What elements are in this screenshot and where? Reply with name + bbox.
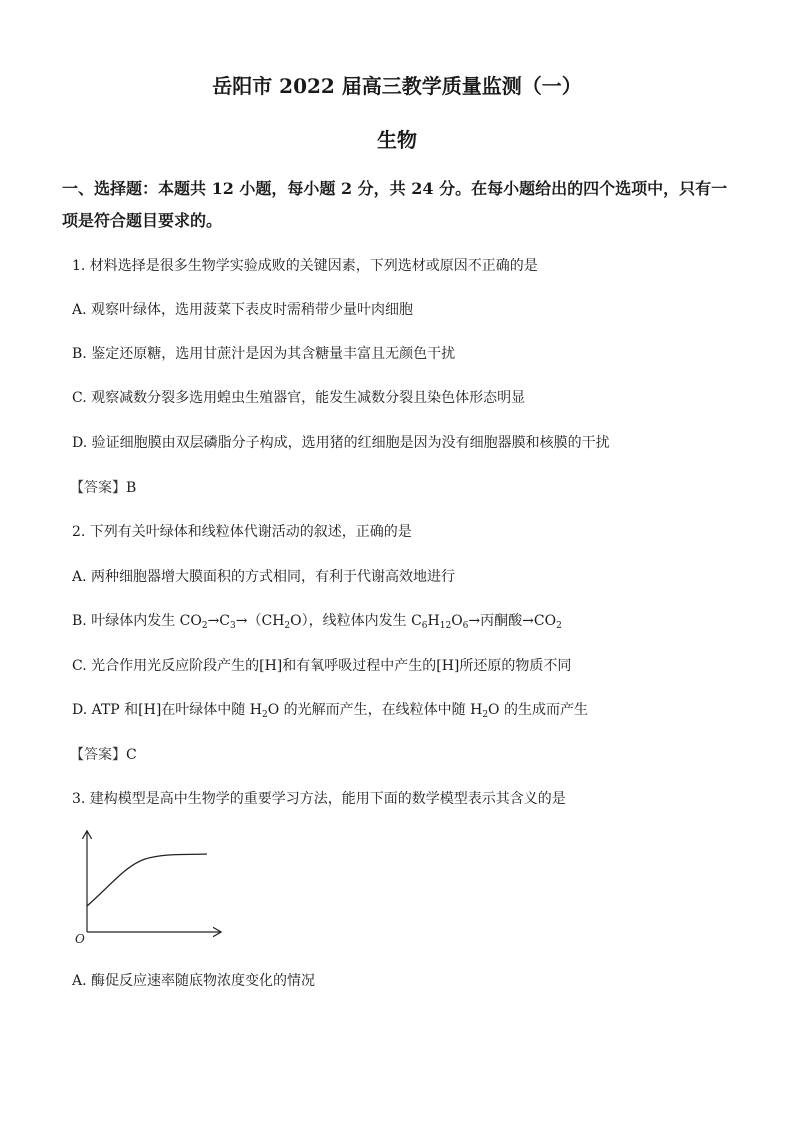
question-2-answer [70, 744, 137, 764]
question-1-option-b: B. 鉴定还原糖，选用甘蔗汁是因为其含糖量丰富且无颜色干扰 [72, 346, 456, 362]
question-2-option-b: B. 叶绿体内发生 $CO_2\to C_3\to(CH_2O)$，线粒体内发生 $C_6H_{12}O_6\to$丙酮酸$\to CO_2$ [72, 613, 562, 631]
answer-tag: 【答案】 [70, 480, 126, 496]
question-2-option-c: C. 光合作用光反应阶段产生的[H]和有氧呼吸过程中产生的[H]所还原的物质不同 [72, 658, 572, 674]
question-2-stem: 2. 下列有关叶绿体和线粒体代谢活动的叙述，正确的是 [72, 524, 412, 540]
page-title: 岳阳市 2022 届高三教学质量监测（一） [212, 74, 582, 98]
section-heading-cont: 项是符合题目要求的。 [62, 211, 223, 230]
question-3-stem: 3. 建构模型是高中生物学的重要学习方法，能用下面的数学模型表示其含义的是 [72, 791, 566, 807]
question-3-option-a: A. 酶促反应速率随底物浓度变化的情况 [72, 973, 316, 989]
question-1-option-d: D. 验证细胞膜由双层磷脂分子构成，选用猪的红细胞是因为没有细胞器膜和核膜的干扰 [72, 435, 610, 451]
section-heading: 一、选择题：本题共 12 小题，每小题 2 分，共 24 分。在每小题给出的四个选项中，只有一 [62, 179, 728, 198]
question-1-option-a: A. 观察叶绿体，选用菠菜下表皮时需稍带少量叶肉细胞 [72, 302, 414, 318]
answer-value: C [126, 747, 137, 763]
question-1-option-c: C. 观察减数分裂多选用蝗虫生殖器官，能发生减数分裂且染色体形态明显 [72, 390, 526, 406]
math-model-graph [70, 828, 230, 948]
answer-value: B [126, 480, 137, 496]
question-1-stem: 1. 材料选择是很多生物学实验成败的关键因素，下列选材或原因不正确的是 [72, 258, 538, 274]
question-1-answer [70, 477, 136, 497]
question-2-option-d: D. ATP 和[H]在叶绿体中随 $H_2O$ 的光解而产生，在线粒体中随 $H_2O$ 的生成而产生 [72, 702, 588, 720]
question-2-option-a: A. 两种细胞器增大膜面积的方式相同，有利于代谢高效地进行 [72, 569, 456, 585]
origin-label: O [75, 932, 85, 946]
subject-title: 生物 [377, 128, 417, 152]
saturation-curve [87, 854, 207, 906]
answer-tag: 【答案】 [70, 747, 126, 763]
